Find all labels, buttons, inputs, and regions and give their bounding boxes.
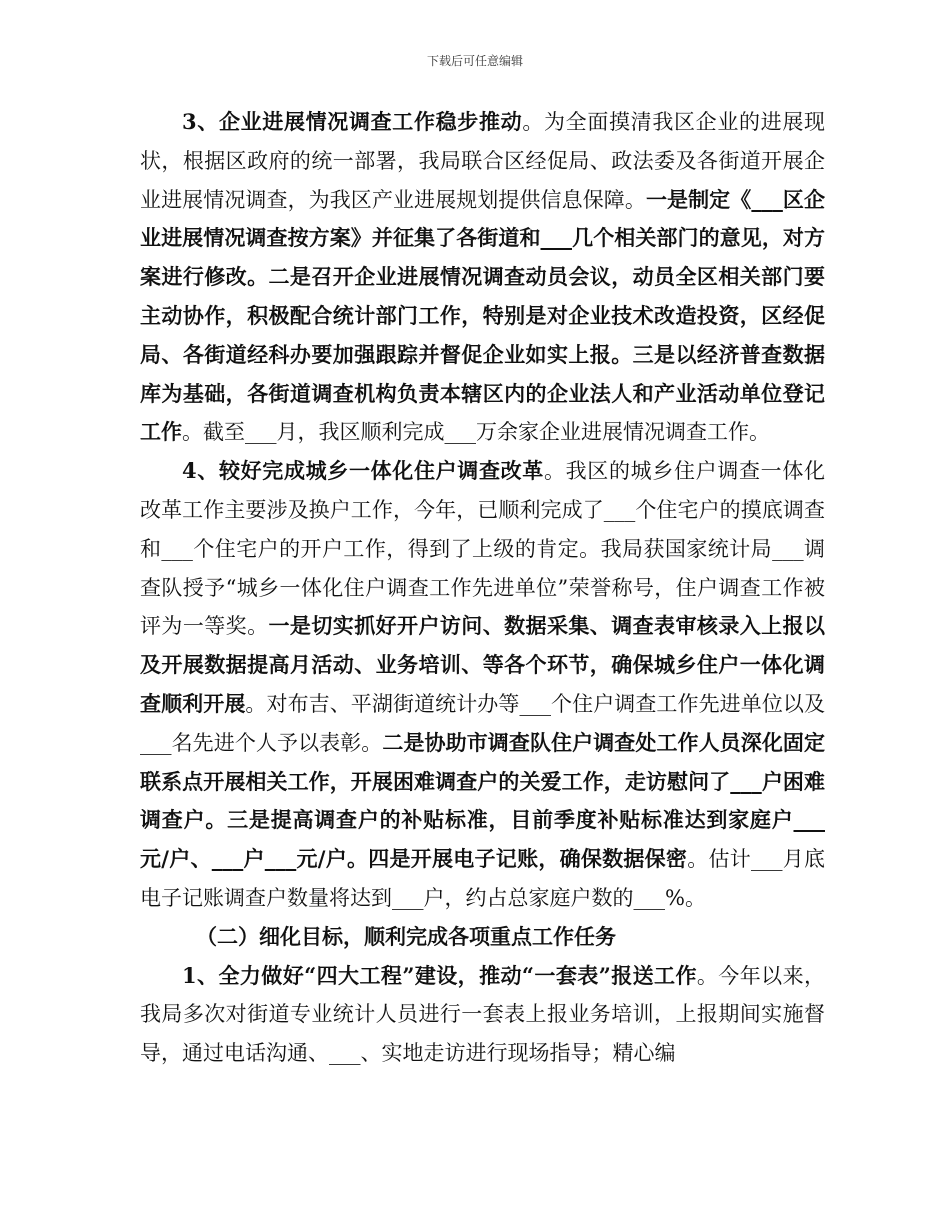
paragraph-text: 。估计___月底电子记账调查户数量将达到___户，约占总家庭户数的___%。 bbox=[140, 847, 826, 910]
paragraph-heading: 1、全力做好“四大工程”建设，推动“一套表”报送工作 bbox=[182, 962, 697, 988]
paragraph-text-bold: 一是切实抓好开户访问、数据采集、调查表审核录入上报以及开展数据提高月活动、业务培训、等各个环节，确保城乡住户一体化调查顺利开展 bbox=[140, 613, 825, 716]
paragraph-enterprise-survey bbox=[140, 103, 825, 452]
paragraph-text: 。对布吉、平湖街道统计办等___个住户调查工作先进单位以及___名先进个人予以表彰。 bbox=[140, 691, 826, 755]
paragraph-text: 。我区的城乡住户调查一体化改革工作主要涉及换户工作，今年，已顺利完成了___个住宅户的摸底调查和___个住宅户的开户工作，得到了上级的肯定。我局获国家统计局___调查队授予“城乡一体化住户调查工作先进单位”荣誉称号，住户调查工作被评为一等奖。 bbox=[140, 459, 825, 639]
document-body bbox=[140, 103, 825, 1073]
section-heading bbox=[140, 918, 825, 957]
paragraph-text: 。今年以来，我局多次对街道专业统计人员进行一套表上报业务培训，上报期间实施督导，通过电话沟通、___、实地走访进行现场指导；精心编 bbox=[140, 963, 825, 1066]
page-header: 下载后可任意编辑 bbox=[426, 54, 523, 68]
paragraph-heading: 3、企业进展情况调查工作稳步推动 bbox=[182, 109, 523, 134]
section-heading-text: （二）细化目标，顺利完成各项重点工作任务 bbox=[196, 923, 616, 949]
paragraph-heading: 4、较好完成城乡一体化住户调查改革 bbox=[182, 458, 544, 484]
paragraph-text: 。为全面摸清我区企业的进展现状，根据区政府的统一部署，我局联合区经促局、政法委及各街道开展企业进展情况调查，为我区产业进展规划提供信息保障。 bbox=[140, 110, 825, 212]
paragraph-text-bold: 二是协助市调查队住户调查处工作人员深化固定联系点开展相关工作，开展困难调查户的关爱工作，走访慰问了___户困难调查户。三是提高调查户的补贴标准，目前季度补贴标准达到家庭户___元/户、___户___元/户。四是开展电子记账，确保数据保密 bbox=[140, 729, 826, 872]
paragraph-household-survey bbox=[140, 452, 825, 918]
paragraph-four-projects bbox=[140, 957, 825, 1073]
paragraph-text-bold: 一是制定《___区企业进展情况调查按方案》并征集了各街道和___几个相关部门的意见，对方案进行修改。二是召开企业进展情况调查动员会议，动员全区相关部门要主动协作，积极配合统计部门工作，特别是对企业技术改造投资，区经促局、各街道经科办要加强跟踪并督促企业如实上报。三是以经济普查数据库为基础，各街道调查机构负责本辖区内的企业法人和产业活动单位登记工作 bbox=[140, 186, 826, 445]
paragraph-text: 。截至___月，我区顺利完成___万余家企业进展情况调查工作。 bbox=[182, 420, 770, 445]
